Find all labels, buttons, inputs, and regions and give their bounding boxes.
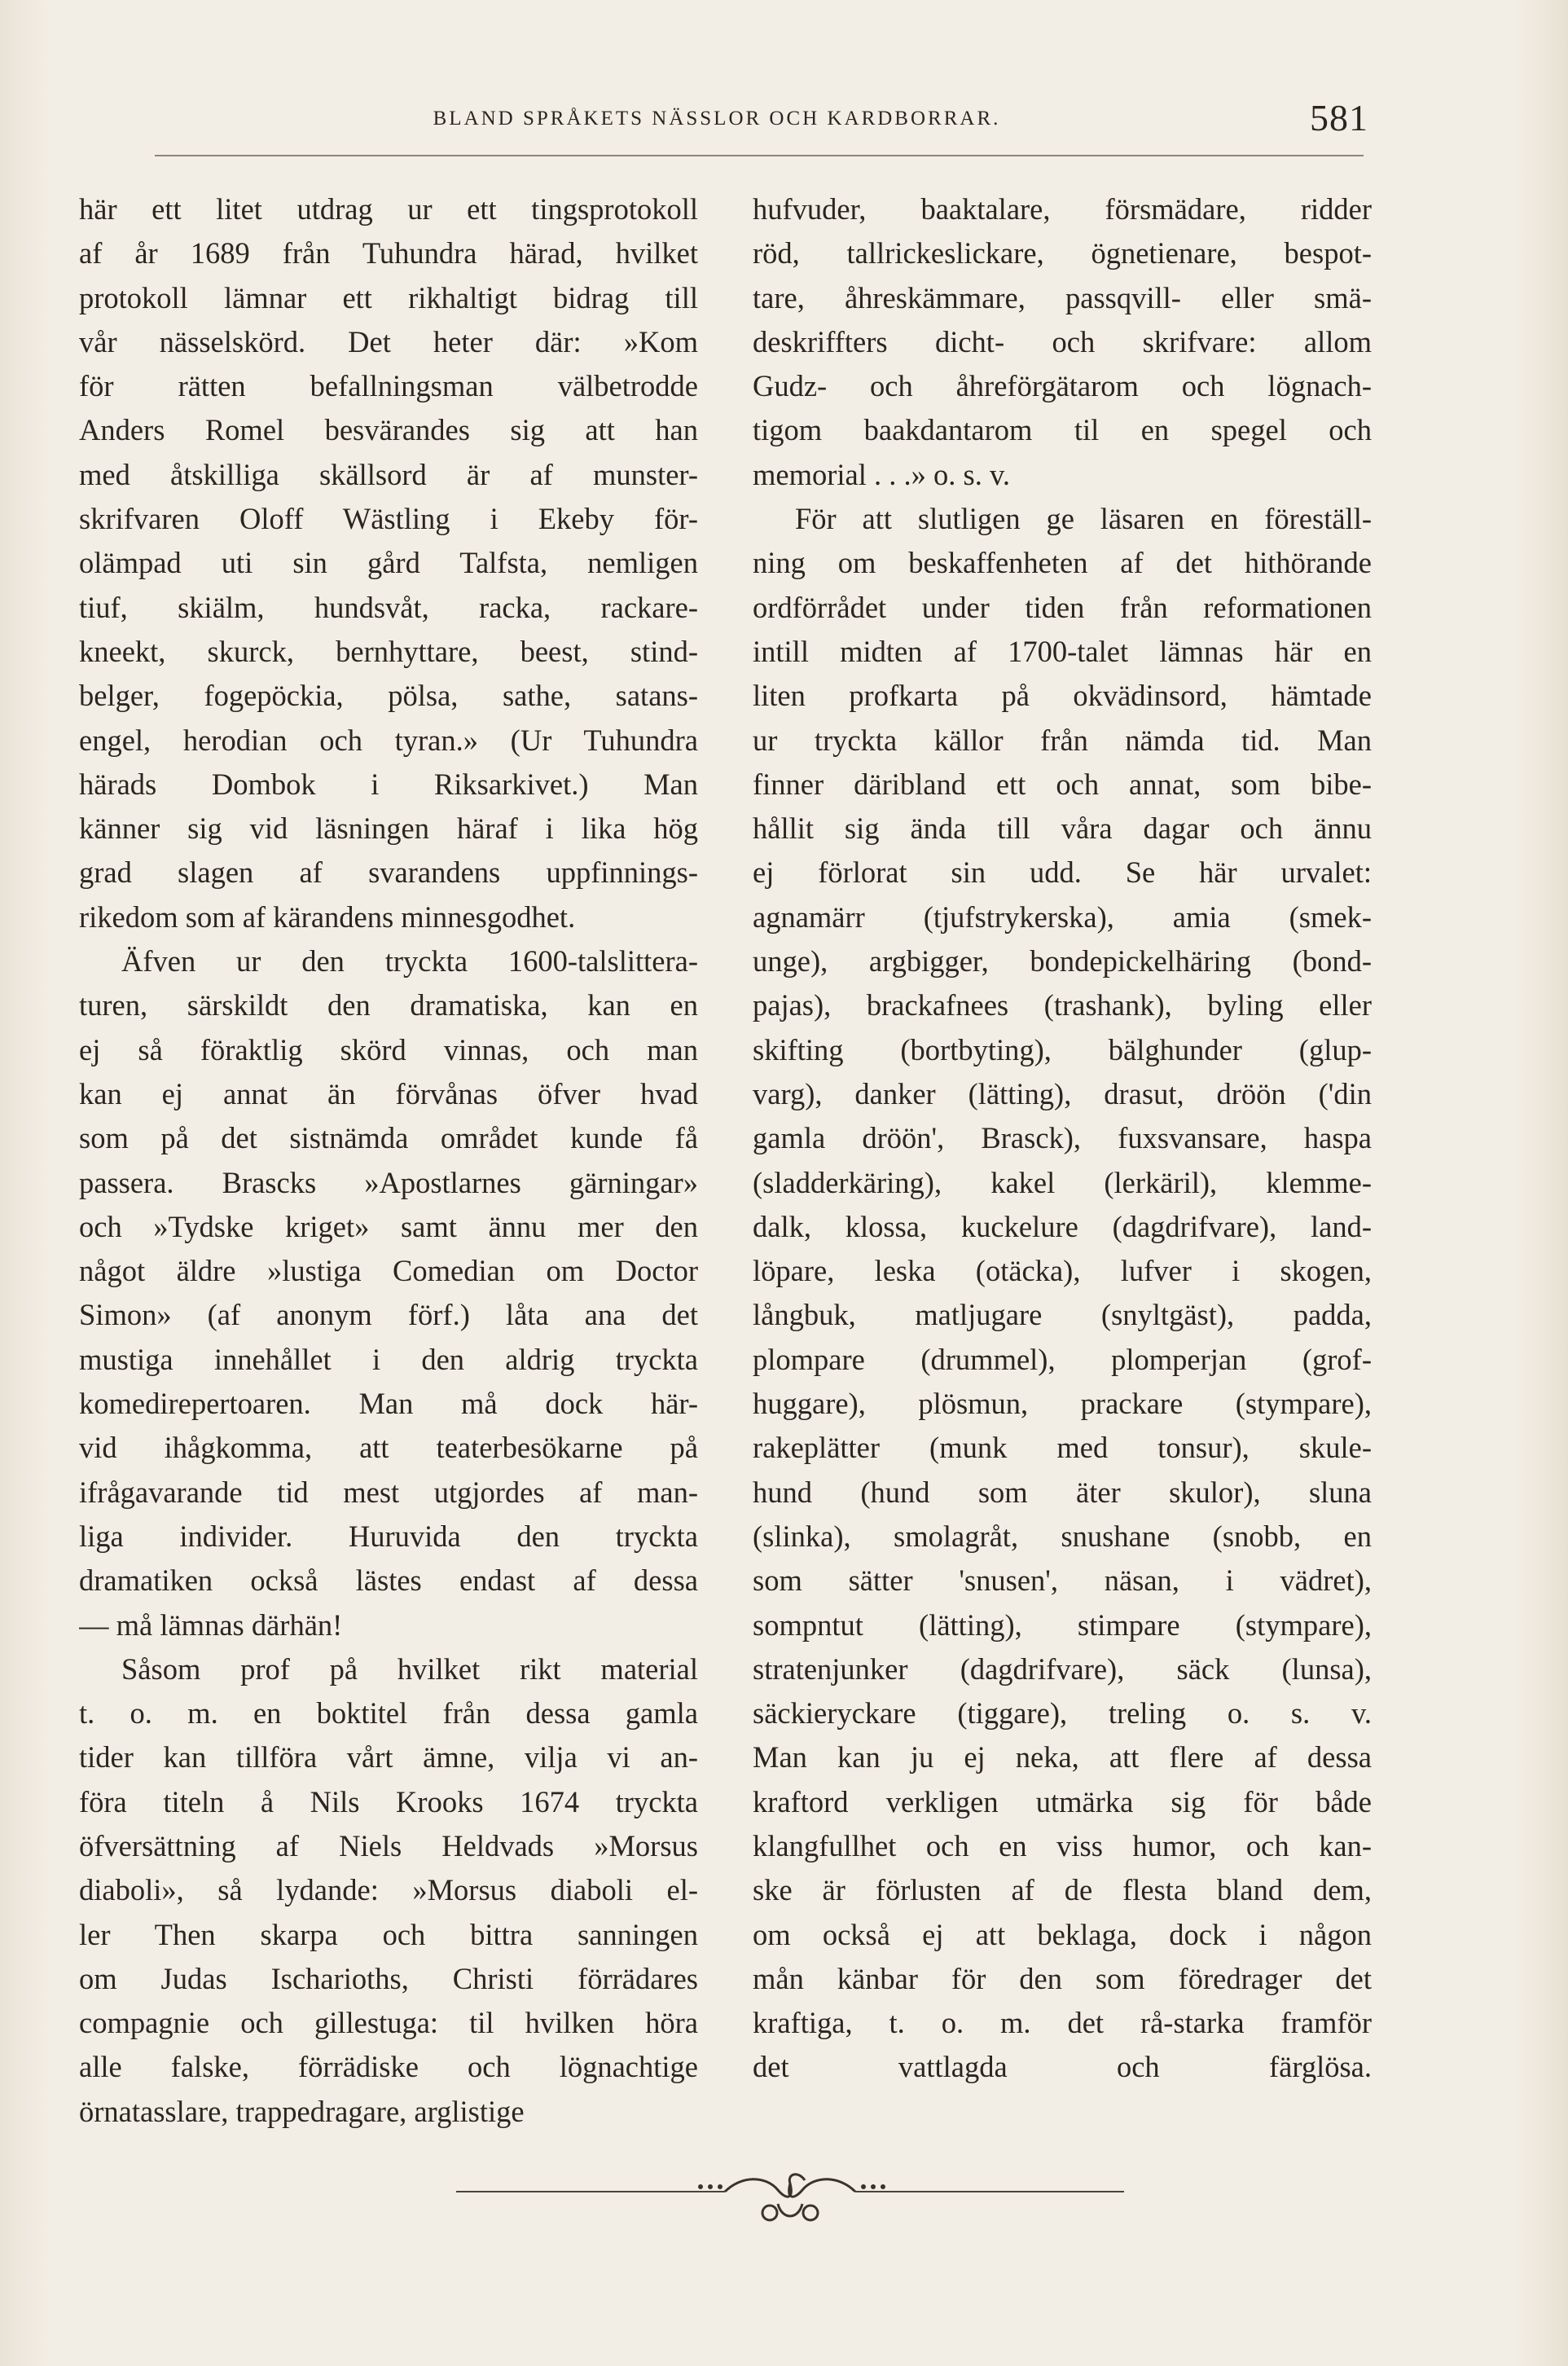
text-line: turen, särskildt den dramatiska, kan en — [79, 988, 698, 1022]
text-line: alle falske, förrädiske och lögnachtige — [79, 2050, 698, 2084]
text-line: (slinka), smolagråt, snushane (snobb, en — [753, 1519, 1372, 1553]
text-line: tider kan tillföra vårt ämne, vilja vi an- — [79, 1740, 698, 1774]
text-line: memorial . . .» o. s. v. — [753, 457, 1010, 491]
text-line: pajas), brackafnees (trashank), byling eller — [753, 988, 1372, 1022]
text-line: tigom baakdantarom til en spegel och — [753, 413, 1372, 447]
text-line: känner sig vid läsningen häraf i lika hög — [79, 811, 698, 846]
page-number: 581 — [1310, 97, 1368, 139]
text-line: — må lämnas därhän! — [79, 1607, 343, 1642]
text-line: agnamärr (tjufstrykerska), amia (smek- — [753, 899, 1372, 934]
text-line: För att slutligen ge läsaren en föreställ- — [795, 502, 1372, 536]
text-line: hufvuder, baaktalare, försmädare, ridder — [753, 192, 1372, 226]
tailpiece-ornament — [456, 2159, 1124, 2232]
text-line: Simon» (af anonym förf.) låta ana det — [79, 1298, 698, 1332]
text-line: dramatiken också lästes endast af dessa — [79, 1563, 698, 1598]
text-line: ler Then skarpa och bittra sanningen — [79, 1917, 698, 1951]
text-line: det vattlagda och färglösa. — [753, 2050, 1372, 2084]
text-line: liga individer. Huruvida den tryckta — [79, 1519, 698, 1553]
text-line: varg), danker (lätting), drasut, dröön ('din — [753, 1076, 1372, 1110]
text-line: passera. Brascks »Apostlarnes gärningar» — [79, 1165, 698, 1199]
text-line: röd, tallrickeslickare, ögnetienare, bespot- — [753, 236, 1372, 270]
text-line: intill midten af 1700-talet lämnas här en — [753, 634, 1372, 668]
text-line: kraftord verkligen utmärka sig för både — [753, 1784, 1372, 1818]
text-line: deskriffters dicht- och skrifvare: allom — [753, 324, 1372, 358]
text-line: för rätten befallningsman välbetrodde — [79, 369, 698, 403]
text-line: stratenjunker (dagdrifvare), säck (lunsa), — [753, 1651, 1372, 1686]
text-line: Anders Romel besvärandes sig att han — [79, 413, 698, 447]
text-line: dalk, klossa, kuckelure (dagdrifvare), land- — [753, 1209, 1372, 1243]
text-line: örnatasslare, trappedragare, arglistige — [79, 2094, 525, 2128]
ornament-flourish — [725, 2175, 855, 2220]
text-line: kan ej annat än förvånas öfver hvad — [79, 1076, 698, 1110]
text-line: (sladderkäring), kakel (lerkäril), klemme- — [753, 1165, 1372, 1199]
right-column — [753, 187, 1372, 2090]
running-title: BLAND SPRÅKETS NÄSSLOR OCH KARDBORRAR. — [433, 108, 1001, 130]
text-line: härads Dombok i Riksarkivet.) Man — [79, 767, 698, 801]
text-line: mån känbar för den som föredrager det — [753, 1961, 1372, 1995]
text-line: plompare (drummel), plomperjan (grof- — [753, 1342, 1372, 1376]
text-line: långbuk, matljugare (snyltgäst), padda, — [753, 1298, 1372, 1332]
header-rule — [155, 155, 1364, 156]
text-line: Äfven ur den tryckta 1600-talslittera- — [121, 944, 698, 979]
text-line: ej förlorat sin udd. Se här urvalet: — [753, 855, 1372, 890]
text-line: vår nässelskörd. Det heter där: »Kom — [79, 324, 698, 358]
text-line: olämpad uti sin gård Talfsta, nemligen — [79, 546, 698, 580]
left-column — [79, 187, 698, 2134]
text-line: med åtskilliga skällsord är af munster- — [79, 457, 698, 491]
text-line: Man kan ju ej neka, att flere af dessa — [753, 1740, 1372, 1774]
text-line: liten profkarta på okvädinsord, hämtade — [753, 679, 1372, 713]
text-line: gamla dröön', Brasck), fuxsvansare, haspa — [753, 1121, 1372, 1155]
text-line: engel, herodian och tyran.» (Ur Tuhundra — [79, 723, 698, 757]
text-line: rakeplätter (munk med tonsur), skule- — [753, 1431, 1372, 1465]
text-line: huggare), plösmun, prackare (stympare), — [753, 1387, 1372, 1421]
text-line: tiuf, skiälm, hundsvåt, racka, rackare- — [79, 590, 698, 624]
text-line: mustiga innehållet i den aldrig tryckta — [79, 1342, 698, 1376]
text-line: komedirepertoaren. Man må dock här- — [79, 1387, 698, 1421]
text-line: belger, fogepöckia, pölsa, sathe, satans- — [79, 679, 698, 713]
text-line: kneekt, skurck, bernhyttare, beest, stind- — [79, 634, 698, 668]
text-line: skifting (bortbyting), bälghunder (glup- — [753, 1032, 1372, 1066]
text-line: löpare, leska (otäcka), lufver i skogen, — [753, 1254, 1372, 1288]
text-line: säckieryckare (tiggare), treling o. s. v. — [753, 1696, 1372, 1731]
text-line: grad slagen af svarandens uppfinnings- — [79, 855, 698, 890]
text-line: finner däribland ett och annat, som bibe- — [753, 767, 1372, 801]
text-line: Gudz- och åhreförgätarom och lögnach- — [753, 369, 1372, 403]
text-line: kraftiga, t. o. m. det rå-starka framför — [753, 2006, 1372, 2040]
text-line: skrifvaren Oloff Wästling i Ekeby för- — [79, 502, 698, 536]
text-line: om också ej att beklaga, dock i någon — [753, 1917, 1372, 1951]
text-line: som på det sistnämda området kunde få — [79, 1121, 698, 1155]
text-line: om Judas Ischarioths, Christi förrädares — [79, 1961, 698, 1995]
text-line: föra titeln å Nils Krooks 1674 tryckta — [79, 1784, 698, 1818]
text-line: något äldre »lustiga Comedian om Doctor — [79, 1254, 698, 1288]
text-line: här ett litet utdrag ur ett tingsprotokoll — [79, 192, 698, 226]
text-line: diaboli», så lydande: »Morsus diaboli el- — [79, 1873, 698, 1907]
text-line: vid ihågkomma, att teaterbesökarne på — [79, 1431, 698, 1465]
text-line: ej så föraktlig skörd vinnas, och man — [79, 1032, 698, 1066]
text-line: hund (hund som äter skulor), sluna — [753, 1475, 1372, 1509]
text-line: tare, åhreskämmare, passqvill- eller smä- — [753, 280, 1372, 314]
text-line: compagnie och gillestuga: til hvilken höra — [79, 2006, 698, 2040]
text-line: af år 1689 från Tuhundra härad, hvilket — [79, 236, 698, 270]
text-line: sompntut (lätting), stimpare (stympare), — [753, 1607, 1372, 1642]
text-line: ske är förlusten af de flesta bland dem, — [753, 1873, 1372, 1907]
text-line: ordförrådet under tiden från reformationen — [753, 590, 1372, 624]
text-line: unge), argbigger, bondepickelhäring (bond- — [753, 944, 1372, 979]
text-line: ur tryckta källor från nämda tid. Man — [753, 723, 1372, 757]
text-line: protokoll lämnar ett rikhaltigt bidrag till — [79, 280, 698, 314]
text-line: Såsom prof på hvilket rikt material — [121, 1651, 698, 1686]
text-line: ifrågavarande tid mest utgjordes af man- — [79, 1475, 698, 1509]
text-line: öfversättning af Niels Heldvads »Morsus — [79, 1828, 698, 1862]
text-line: hållit sig ända till våra dagar och ännu — [753, 811, 1372, 846]
text-line: rikedom som af kärandens minnesgodhet. — [79, 899, 576, 934]
text-line: t. o. m. en boktitel från dessa gamla — [79, 1696, 698, 1731]
text-line: ning om beskaffenheten af det hithörande — [753, 546, 1372, 580]
text-line: och »Tydske kriget» samt ännu mer den — [79, 1209, 698, 1243]
text-line: som sätter 'snusen', näsan, i vädret), — [753, 1563, 1372, 1598]
text-line: klangfullhet och en viss humor, och kan- — [753, 1828, 1372, 1862]
